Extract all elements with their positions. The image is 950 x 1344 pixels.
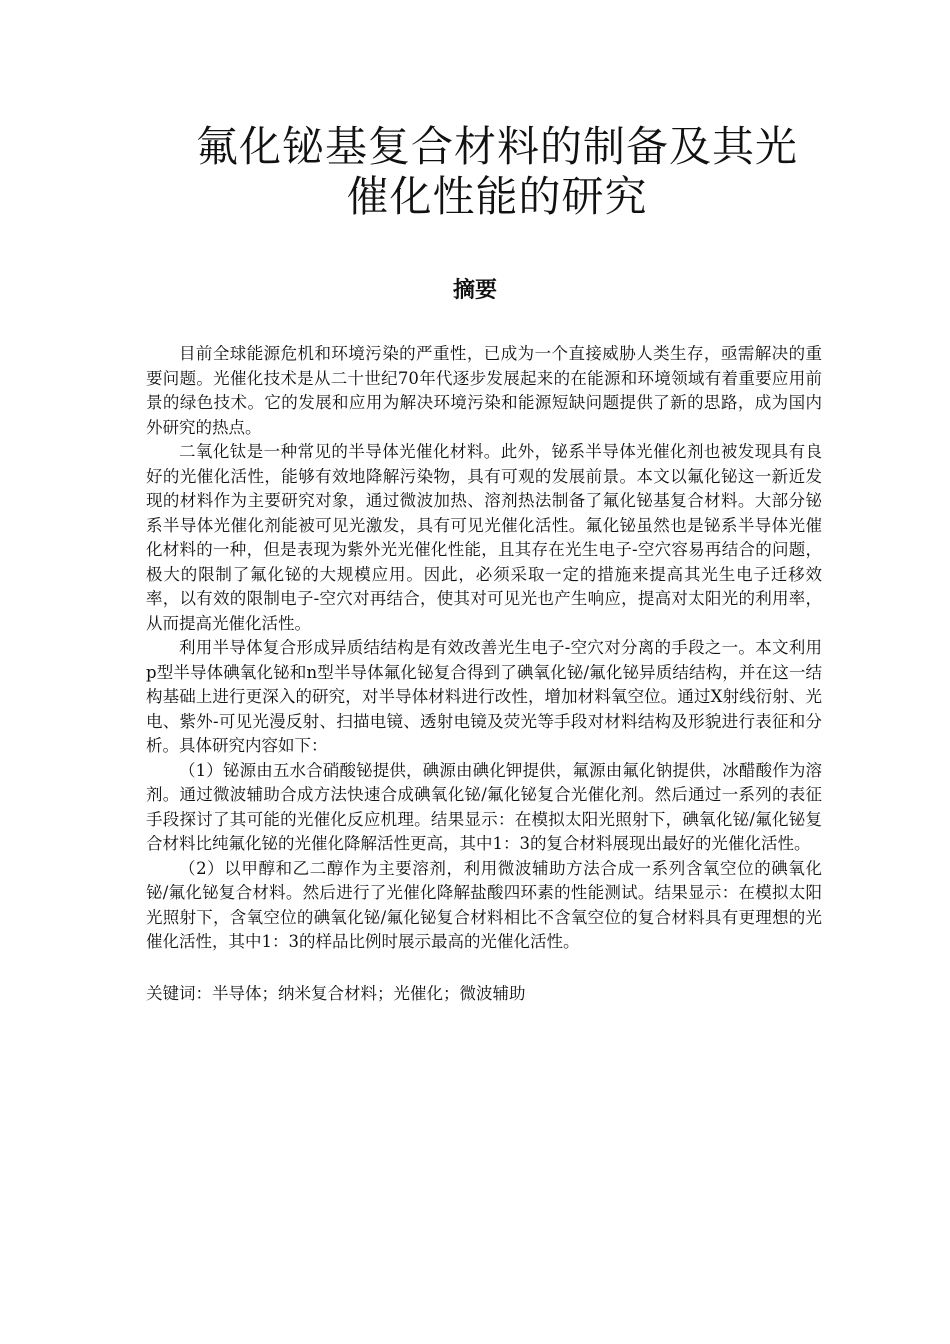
title-line-2: 催化性能的研究 xyxy=(346,172,648,221)
abstract-paragraph: （2）以甲醇和乙二醇作为主要溶剂，利用微波辅助方法合成一系列含氧空位的碘氧化铋/氟化铋复合材料。然后进行了光催化降解盐酸四环素的性能测试。结果显示：在模拟太阳光照射下，含氧空位的碘氧化铋/氟化铋复合材料相比不含氧空位的复合材料具有更理想的光催化活性，其中1：3的样品比例时展示最高的光催化活性。 xyxy=(146,858,822,951)
abstract-paragraph: （1）铋源由五水合硝酸铋提供，碘源由碘化钾提供，氟源由氟化钠提供，冰醋酸作为溶剂。通过微波辅助合成方法快速合成碘氧化铋/氟化铋复合光催化剂。然后通过一系列的表征手段探讨了其可能的光催化反应机理。结果显示：在模拟太阳光照射下，碘氧化铋/氟化铋复合材料比纯氟化铋的光催化降解活性更高，其中1：3的复合材料展现出最好的光催化活性。 xyxy=(146,760,822,853)
keywords-line: 关键词：半导体；纳米复合材料；光催化；微波辅助 xyxy=(146,983,526,1003)
title-line-1: 氟化铋基复合材料的制备及其光 xyxy=(195,122,798,171)
abstract-paragraph: 利用半导体复合形成异质结结构是有效改善光生电子-空穴对分离的手段之一。本文利用p型半导体碘氧化铋和n型半导体氟化铋复合得到了碘氧化铋/氟化铋异质结结构，并在这一结构基础上进行更深入的研究，对半导体材料进行改性，增加材料氧空位。通过X射线衍射、光电、紫外-可见光漫反射、扫描电镜、透射电镜及荧光等手段对材料结构及形貌进行表征和分析。具体研究内容如下： xyxy=(146,638,822,755)
document-title xyxy=(140,122,854,222)
abstract-paragraph: 二氧化钛是一种常见的半导体光催化材料。此外，铋系半导体光催化剂也被发现具有良好的光催化活性，能够有效地降解污染物，具有可观的发展前景。本文以氟化铋这一新近发现的材料作为主要研究对象，通过微波加热、溶剂热法制备了氟化铋基复合材料。大部分铋系半导体光催化剂能被可见光激发，具有可见光催化活性。氟化铋虽然也是铋系半导体光催化材料的一种，但是表现为紫外光光催化性能，且其存在光生电子-空穴容易再结合的问题，极大的限制了氟化铋的大规模应用。因此，必须采取一定的措施来提高其光生电子迁移效率，以有效的限制电子-空穴对再结合，使其对可见光也产生响应，提高对太阳光的利用率，从而提高光催化活性。 xyxy=(146,442,822,633)
abstract-heading: 摘要 xyxy=(452,278,497,303)
abstract-paragraph: 目前全球能源危机和环境污染的严重性，已成为一个直接威胁人类生存，亟需解决的重要问题。光催化技术是从二十世纪70年代逐步发展起来的在能源和环境领域有着重要应用前景的绿色技术。它的发展和应用为解决环境污染和能源短缺问题提供了新的思路，成为国内外研究的热点。 xyxy=(146,344,822,437)
abstract-body xyxy=(146,342,822,1006)
